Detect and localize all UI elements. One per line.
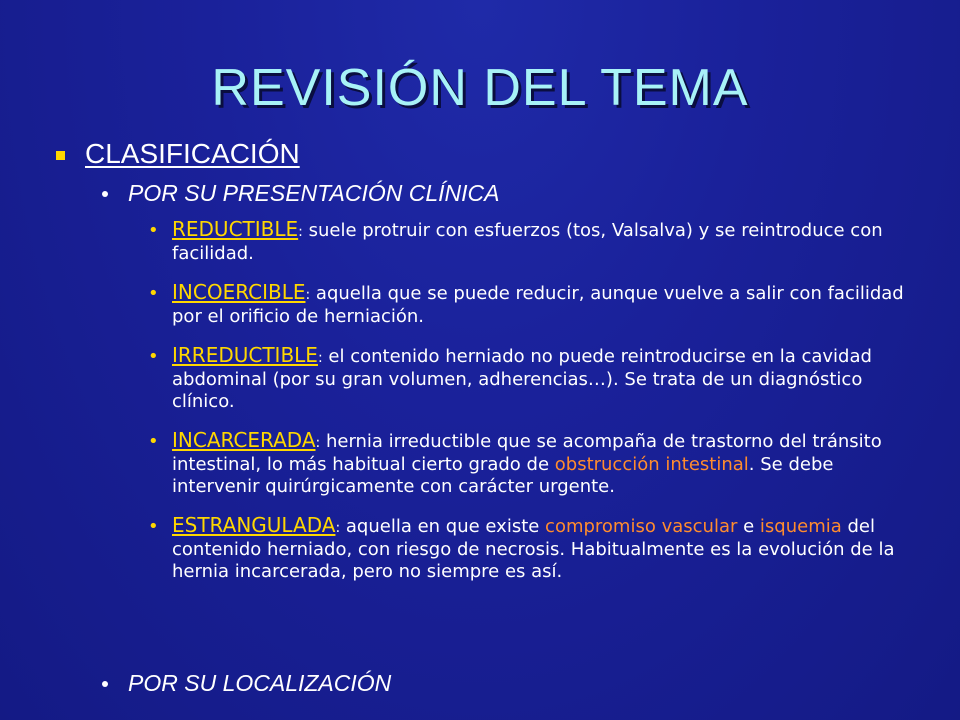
item-text: del contenido herniado, con riesgo de necrosis. Habitualmente es la evolución de la hernia incarcerada, pero no siempre es así.: [172, 516, 895, 582]
item-text: . Se debe intervenir quirúrgicamente con carácter urgente.: [172, 454, 834, 497]
item-text: e: [737, 516, 760, 537]
list-item-estrangulada: [146, 514, 916, 583]
subheading-text: POR SU LOCALIZACIÓN: [128, 670, 392, 696]
item-text: aquella que se puede reducir, aunque vuelve a salir con facilidad por el orificio de herniación.: [172, 283, 904, 327]
term-link[interactable]: INCOERCIBLE: [172, 280, 306, 304]
heading-clasificacion: [56, 138, 300, 170]
list-item-irreductible: [146, 344, 916, 413]
highlight-text: obstrucción intestinal: [554, 454, 749, 475]
term-colon: :: [305, 287, 311, 303]
dot-bullet-icon: •: [148, 516, 159, 537]
classification-list: [146, 218, 916, 599]
term-link[interactable]: ESTRANGULADA: [172, 513, 336, 537]
term-link[interactable]: IRREDUCTIBLE: [172, 343, 318, 367]
subheading-presentacion: [102, 180, 499, 207]
subheading-localizacion: [102, 670, 391, 697]
list-item-incarcerada: [146, 429, 916, 498]
item-text: hernia irreductible que se acompaña de trastorno del tránsito intestinal, lo más habitual cierto grado de: [172, 431, 882, 475]
dot-bullet-icon: [102, 681, 108, 687]
dot-bullet-icon: •: [148, 283, 159, 304]
list-item-incoercible: [146, 281, 916, 328]
highlight-text: isquemia: [759, 516, 842, 537]
dot-bullet-icon: •: [148, 431, 159, 452]
heading-text[interactable]: CLASIFICACIÓN: [85, 138, 300, 169]
term-colon: :: [317, 350, 323, 366]
dot-bullet-icon: •: [148, 346, 159, 367]
item-text: suele protruir con esfuerzos (tos, Valsalva) y se reintroduce con facilidad.: [172, 220, 883, 264]
slide-title: REVISIÓN DEL TEMA: [211, 59, 749, 117]
term-colon: :: [335, 520, 341, 536]
term-colon: :: [298, 224, 303, 240]
square-bullet-icon: [56, 151, 65, 160]
list-item-reductible: [146, 218, 916, 265]
item-text: aquella en que existe: [340, 516, 546, 537]
dot-bullet-icon: [102, 191, 108, 197]
dot-bullet-icon: •: [148, 220, 159, 241]
term-link[interactable]: INCARCERADA: [172, 428, 316, 452]
term-colon: :: [315, 435, 321, 451]
item-text: el contenido herniado no puede reintroducirse en la cavidad abdominal (por su gran volumen, adherencias…). Se trata de un diagnóstico clínico.: [172, 346, 872, 412]
subheading-text: POR SU PRESENTACIÓN CLÍNICA: [128, 180, 500, 206]
term-link[interactable]: REDUCTIBLE: [172, 217, 299, 241]
highlight-text: compromiso vascular: [545, 516, 738, 537]
